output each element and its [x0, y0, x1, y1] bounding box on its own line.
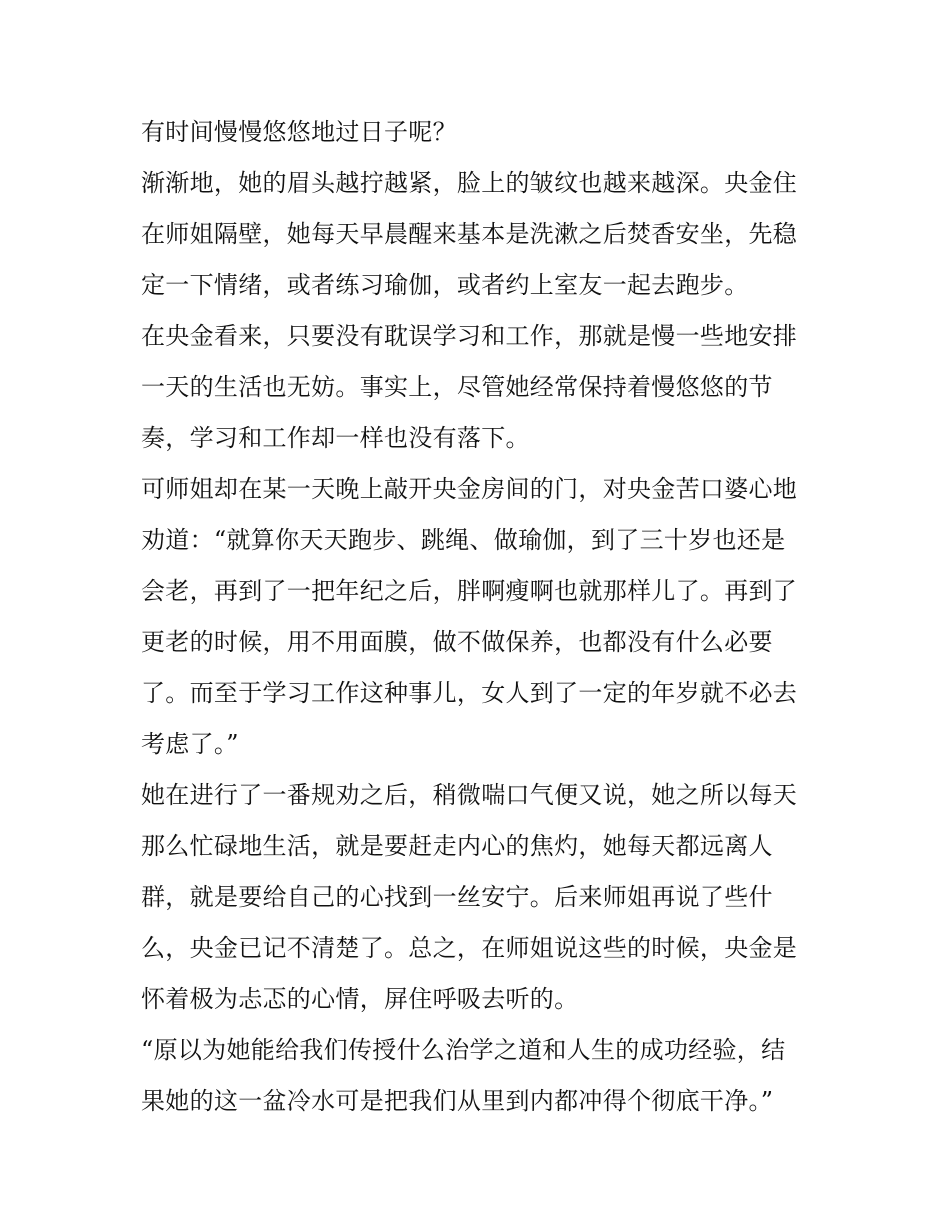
text-line: 么，央金已记不清楚了。总之，在师姐说这些的时候，央金是 [141, 934, 798, 962]
text-line: 有时间慢慢悠悠地过日子呢？ [141, 118, 457, 146]
text-line: 渐渐地，她的眉头越拧越紧，脸上的皱纹也越来越深。央金住 [141, 169, 798, 197]
text-line: 她在进行了一番规劝之后，稍微喘口气便又说，她之所以每天 [141, 781, 798, 809]
text-line: 群，就是要给自己的心找到一丝安宁。后来师姐再说了些什 [141, 883, 773, 911]
document-body [141, 107, 821, 1127]
text-line: 那么忙碌地生活，就是要赶走内心的焦灼，她每天都远离人 [141, 832, 773, 860]
text-line: 更老的时候，用不用面膜，做不做保养，也都没有什么必要 [141, 628, 773, 656]
text-line: 考虑了。” [141, 730, 239, 758]
text-line: 可师姐却在某一天晚上敲开央金房间的门，对央金苦口婆心地 [141, 475, 798, 503]
text-line: 在师姐隔壁，她每天早晨醒来基本是洗漱之后焚香安坐，先稳 [141, 220, 798, 248]
text-line: 定一下情绪，或者练习瑜伽，或者约上室友一起去跑步。 [141, 271, 749, 299]
text-line: 果她的这一盆冷水可是把我们从里到内都冲得个彻底干净。” [141, 1087, 774, 1115]
text-line: “原以为她能给我们传授什么治学之道和人生的成功经验，结 [141, 1036, 786, 1064]
text-line: 怀着极为忐忑的心情，屏住呼吸去听的。 [141, 985, 579, 1013]
text-line: 在央金看来，只要没有耽误学习和工作，那就是慢一些地安排 [141, 322, 798, 350]
text-line: 一天的生活也无妨。事实上，尽管她经常保持着慢悠悠的节 [141, 373, 773, 401]
text-line: 了。而至于学习工作这种事儿，女人到了一定的年岁就不必去 [141, 679, 798, 707]
text-line: 会老，再到了一把年纪之后，胖啊瘦啊也就那样儿了。再到了 [141, 577, 798, 605]
text-line: 劝道：“就算你天天跑步、跳绳、做瑜伽，到了三十岁也还是 [141, 526, 786, 554]
text-line: 奏，学习和工作却一样也没有落下。 [141, 424, 530, 452]
